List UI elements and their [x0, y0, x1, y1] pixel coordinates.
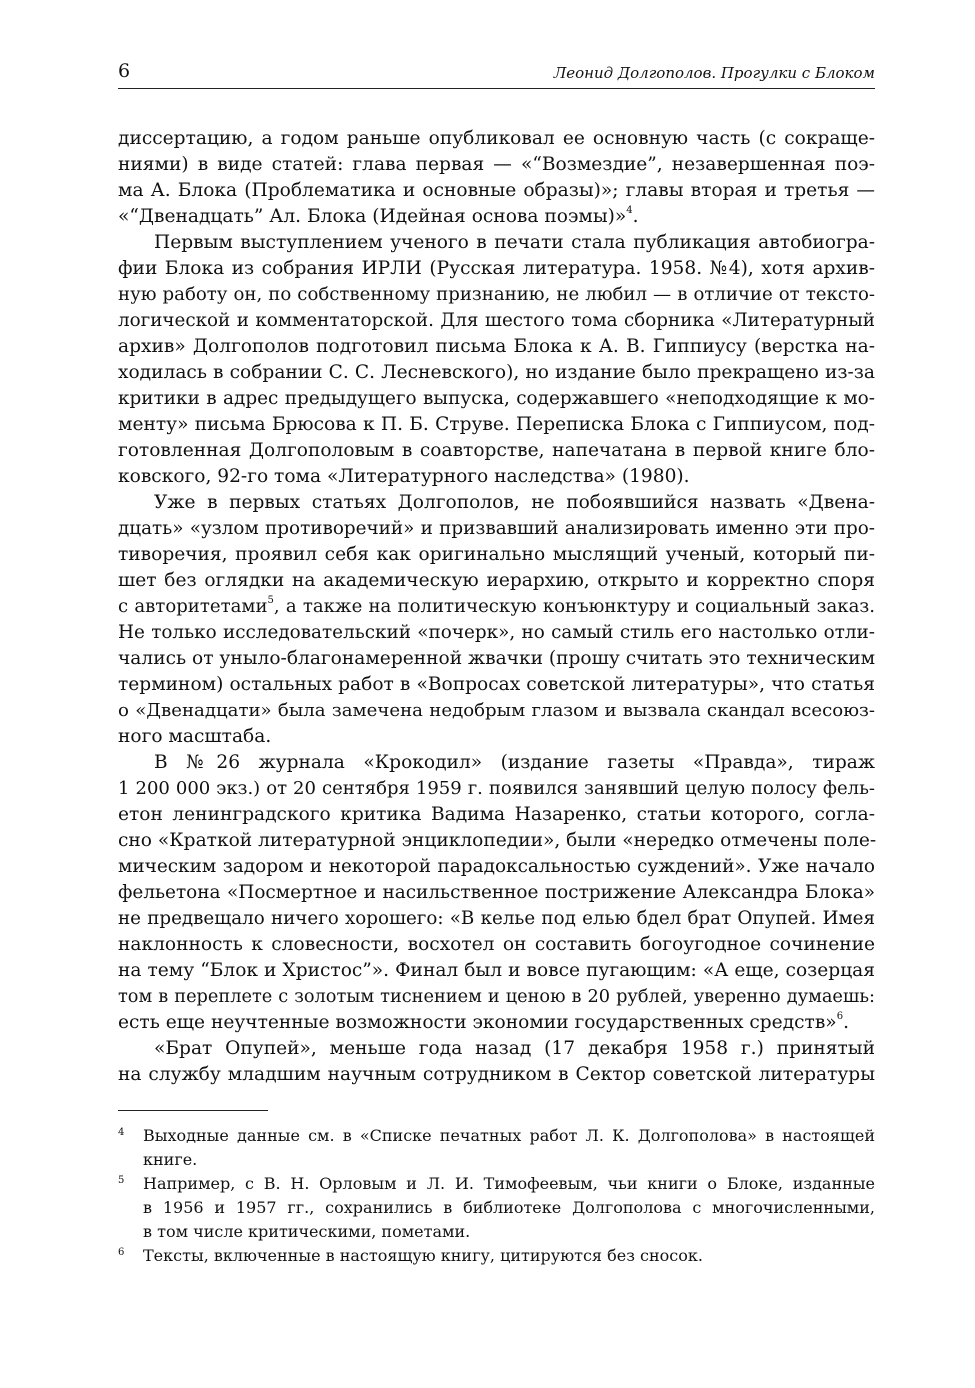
footnote-mark: 5 — [118, 1175, 125, 1186]
text-line: ную работу он, по собственному признанию, не любил — в отличие от тексто- — [118, 284, 875, 305]
text-line: архив» Долгополов подготовил письма Блока к А. В. Гиппиусу (верстка на- — [118, 336, 875, 357]
text-line: дцать» «узлом противоречий» и призвавший анализировать именно эти про- — [118, 518, 875, 539]
footnote-line: книге. — [143, 1150, 198, 1169]
body-text — [118, 126, 875, 1088]
text-line: В №26 журнала «Крокодил» (издание газеты «Правда», тираж — [154, 752, 875, 773]
text-line: ниями) в виде статей: глава первая — «“Возмездие”, незавершенная поэ- — [118, 154, 875, 175]
text-line: ковского, 92-го тома «Литературного наследства» (1980). — [118, 466, 690, 487]
running-head: Леонид Долгополов. Прогулки с Блоком — [553, 64, 875, 82]
footnote-ref: 4 — [626, 205, 633, 216]
text-line: о «Двенадцати» была замечена недобрым глазом и вызвала скандал всесоюз- — [118, 700, 875, 721]
text-line: есть еще неучтенные возможности экономии государственных средств»$^6$. — [118, 1011, 849, 1033]
text-line: фии Блока из собрания ИРЛИ (Русская литература. 1958. №4), хотя архив- — [118, 258, 875, 279]
text-line: логической и комментаторской. Для шестого тома сборника «Литературный — [118, 310, 875, 331]
text-line: диссертацию, а годом раньше опубликовал ее основную часть (с сокраще- — [118, 128, 875, 149]
page-number: 6 — [118, 60, 131, 82]
footnote-mark: 6 — [118, 1247, 125, 1258]
text-line: «“Двенадцать” Ал. Блока (Идейная основа поэмы)»$^4$. — [118, 205, 639, 227]
footnote-line: в том числе критическими, пометами. — [143, 1222, 471, 1241]
text-line: чались от уныло-благонамеренной жвачки (прошу считать это техническим — [118, 648, 876, 669]
text-line: Не только исследовательский «почерк», но самый стиль его настолько отли- — [118, 622, 875, 643]
text-line: на службу младшим научным сотрудником в Сектор советской литературы — [118, 1064, 875, 1085]
text-line: с авторитетами$^5$, а также на политическую конъюнктуру и социальный заказ. — [118, 595, 876, 617]
footnote — [118, 1244, 875, 1268]
text-line: 1 200 000 экз.) от 20 сентября 1959 г. появился занявший целую полосу фель- — [118, 778, 875, 799]
text-line: том в переплете с золотым тиснением и ценою в 20 рублей, уверенно думаешь: — [118, 987, 875, 1007]
footnote-divider — [118, 1110, 268, 1111]
text-line: Первым выступлением ученого в печати стала публикация автобиогра- — [154, 232, 875, 253]
footnote — [118, 1124, 875, 1172]
text-line: ма А. Блока (Проблематика и основные образы)»; главы вторая и третья — — [118, 180, 875, 201]
text-line: термином) остальных работ в «Вопросах советской литературы», что статья — [118, 674, 875, 695]
footnote-ref: 5 — [267, 595, 274, 606]
page — [118, 58, 875, 1268]
page-header — [118, 58, 875, 89]
footnote-line: Выходные данные см. в «Списке печатных работ Л. К. Долгополова» в настоящей — [143, 1126, 875, 1145]
text-line: наклонность к словесности, восхотел он составить богоугодное сочинение — [118, 934, 875, 955]
text-line: «Брат Опупей», меньше года назад (17 декабря 1958 г.) принятый — [154, 1038, 875, 1059]
text-line: ного масштаба. — [118, 726, 272, 747]
text-line: шет без оглядки на академическую иерархию, открыто и корректно споря — [118, 570, 875, 591]
text-line: сно «Краткой литературной энциклопедии», были «нередко отмечены поле- — [118, 830, 877, 851]
footnote — [118, 1172, 875, 1244]
text-line: етон ленинградского критика Вадима Назаренко, статьи которого, согла- — [118, 804, 875, 825]
footnote-line: Например, с В. Н. Орловым и Л. И. Тимофеевым, чьи книги о Блоке, изданные — [143, 1174, 875, 1193]
text-line: готовленная Долгополовым в соавторстве, напечатана в первой книге бло- — [118, 440, 875, 461]
text-line: не предвещало ничего хорошего: «В келье под елью бдел брат Опупей. Имея — [118, 908, 875, 929]
text-line: тиворечия, проявил себя как оригинально мыслящий ученый, который пи- — [118, 544, 875, 565]
footnote-ref: 6 — [836, 1011, 844, 1022]
text-line: менту» письма Брюсова к П. Б. Струве. Переписка Блока с Гиппиусом, под- — [118, 414, 875, 435]
text-line: фельетона «Посмертное и насильственное пострижение Александра Блока» — [118, 882, 875, 903]
text-line: Уже в первых статьях Долгополов, не побоявшийся назвать «Двена- — [154, 492, 875, 513]
footnote-line: Тексты, включенные в настоящую книгу, цитируются без сносок. — [143, 1246, 703, 1265]
text-line: на тему “Блок и Христос”». Финал был и вовсе пугающим: «А еще, созерцая — [118, 960, 875, 981]
text-line: ходилась в собрании С. С. Лесневского), но издание было прекращено из-за — [118, 362, 875, 383]
footnotes — [118, 1124, 875, 1268]
footnote-line: в 1956 и 1957 гг., сохранились в библиотеке Долгополова с многочисленными, — [143, 1198, 875, 1217]
text-line: мическим задором и некоторой парадоксальностью суждений». Уже начало — [118, 856, 875, 877]
text-line: критики в адрес предыдущего выпуска, содержавшего «неподходящие к мо- — [118, 388, 875, 409]
footnote-mark: 4 — [118, 1127, 125, 1138]
